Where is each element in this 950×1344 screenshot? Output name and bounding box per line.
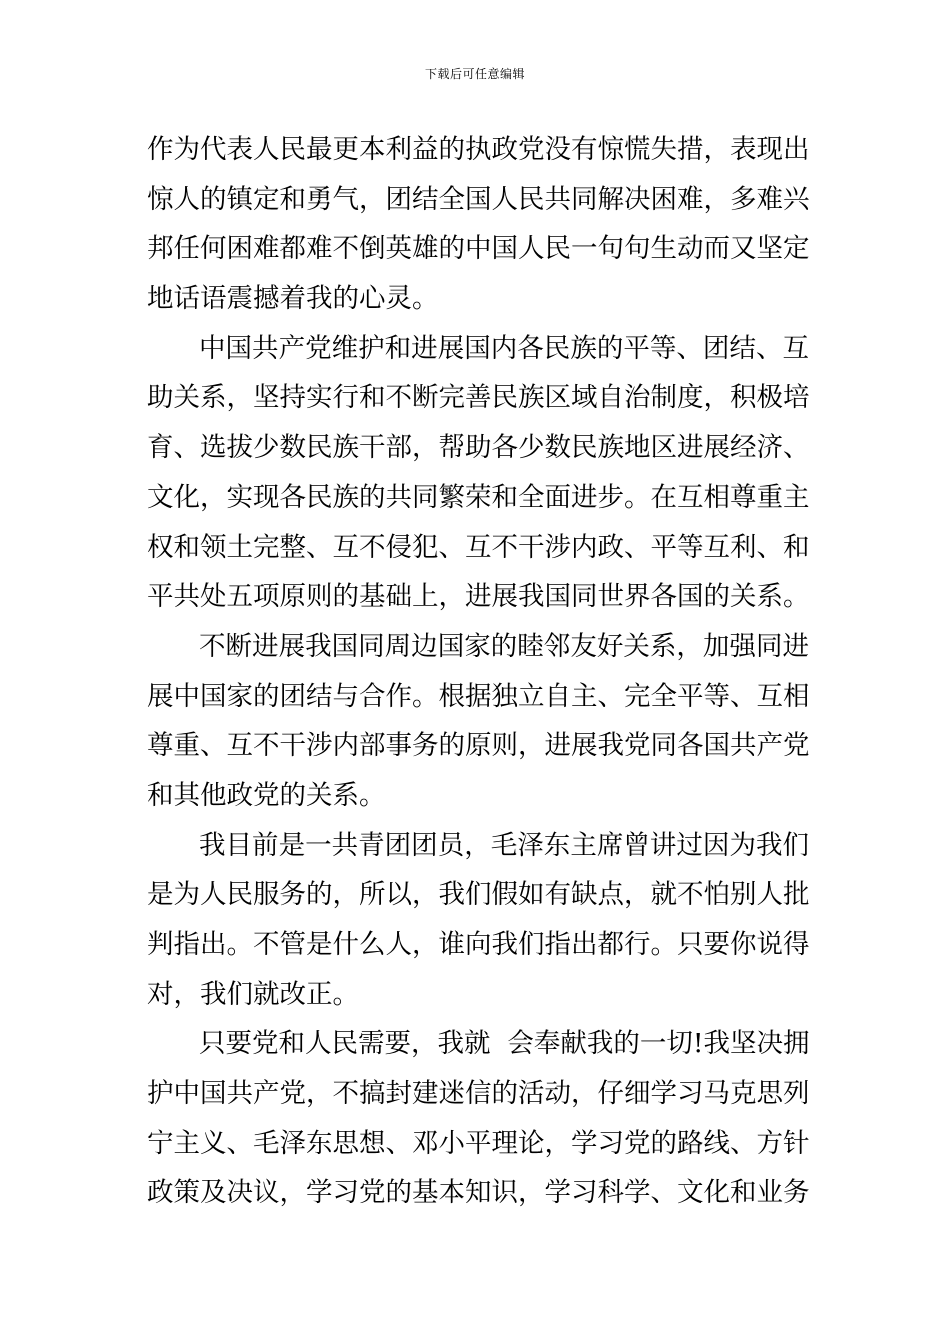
- page-header-note: 下载后可任意编辑: [424, 67, 525, 81]
- text-line: 育、选拔少数民族干部，帮助各少数民族地区进展经济、: [147, 432, 810, 464]
- text-line: 邦任何困难都难不倒英雄的中国人民一句句生动而又坚定: [147, 233, 810, 265]
- text-line: 权和领土完整、互不侵犯、互不干涉内政、平等互利、和: [147, 531, 810, 563]
- paragraph-first-line: 我目前是一共青团团员，毛泽东主席曾讲过因为我们: [199, 829, 809, 861]
- text-line: 尊重、互不干涉内部事务的原则，进展我党同各国共产党: [147, 730, 810, 762]
- text-line: 是为人民服务的，所以，我们假如有缺点，就不怕别人批: [147, 879, 810, 911]
- text-line: 展中国家的团结与合作。根据独立自主、完全平等、互相: [147, 680, 810, 712]
- text-line: 宁主义、毛泽东思想、邓小平理论，学习党的路线、方针: [147, 1127, 810, 1159]
- text-line: 助关系，坚持实行和不断完善民族区域自治制度，积极培: [147, 382, 810, 414]
- text-line: 护中国共产党，不搞封建迷信的活动，仔细学习马克思列: [147, 1078, 810, 1110]
- text-line: 对，我们就改正。: [147, 978, 359, 1010]
- text-line: 地话语震撼着我的心灵。: [147, 283, 439, 315]
- text-line: 作为代表人民最更本利益的执政党没有惊慌失措，表现出: [147, 134, 810, 165]
- paragraph-first-line: 只要党和人民需要，我就 会奉献我的一切!我坚决拥: [199, 1028, 810, 1060]
- text-line: 政策及决议，学习党的基本知识，学习科学、文化和业务: [147, 1177, 810, 1209]
- text-line: 判指出。不管是什么人，谁向我们指出都行。只要你说得: [147, 929, 810, 960]
- text-line: 惊人的镇定和勇气，团结全国人民共同解决困难，多难兴: [147, 183, 810, 215]
- text-line: 平共处五项原则的基础上，进展我国同世界各国的关系。: [147, 581, 810, 613]
- text-line: 文化，实现各民族的共同繁荣和全面进步。在互相尊重主: [147, 481, 810, 513]
- text-line: 和其他政党的关系。: [147, 779, 386, 811]
- paragraph-first-line: 中国共产党维护和进展国内各民族的平等、团结、互: [199, 332, 809, 364]
- paragraph-first-line: 不断进展我国同周边国家的睦邻友好关系，加强同进: [199, 630, 809, 662]
- document-body: [147, 125, 809, 1218]
